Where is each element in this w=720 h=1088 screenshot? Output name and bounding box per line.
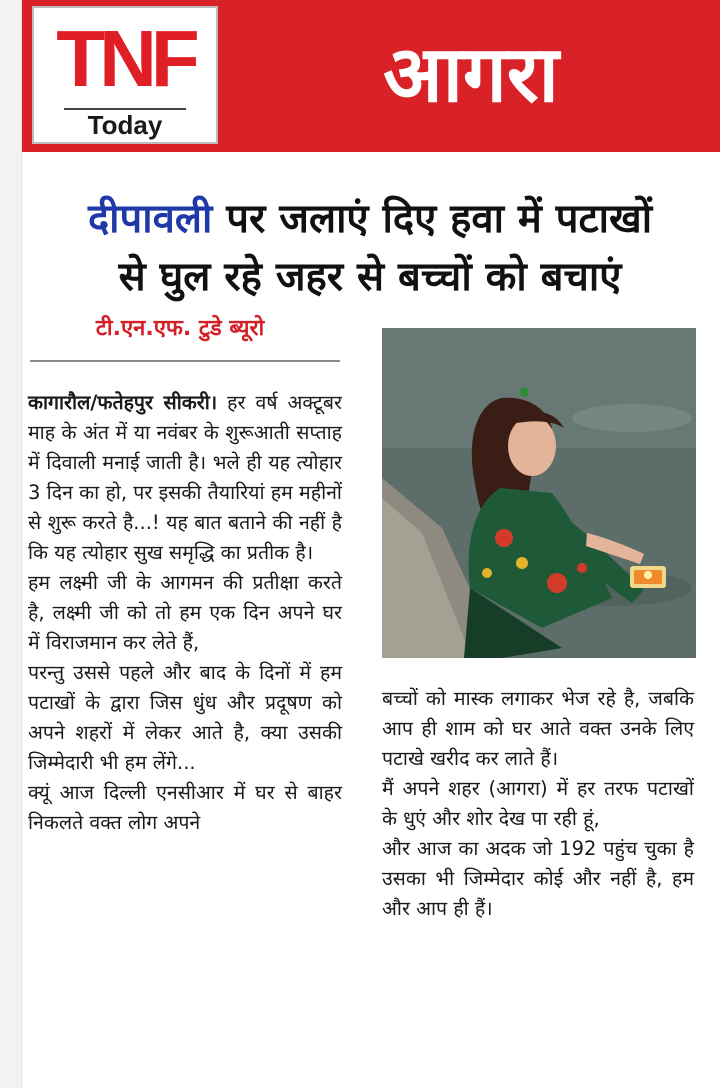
page-edge — [0, 0, 22, 1088]
paragraph-3: परन्तु उससे पहले और बाद के दिनों में हम पटाखों के द्वारा जिस धुंध और प्रदूषण को अपने शहरों में लेकर आते है, क्या उसकी जिम्मेदारी भी हम लेंगे... — [28, 661, 342, 774]
girl-lighting-diya-image — [382, 328, 696, 658]
article-column-left — [28, 388, 342, 838]
article-photo — [382, 328, 696, 658]
tnf-today-logo — [32, 6, 218, 144]
paragraph-6: और आज का अदक जो 192 पहुंच चुका है उसका भी जिम्मेदार कोई और नहीं है, हम और आप ही हैं। — [382, 837, 694, 920]
paragraph-4-continued: बच्चों को मास्क लगाकर भेज रहे है, जबकि आप ही शाम को घर आते वक्त उनके लिए पटाखे खरीद कर लाते हैं। — [382, 687, 694, 770]
logo-text: TNF — [56, 14, 194, 103]
byline-divider — [30, 360, 340, 362]
paragraph-2: हम लक्ष्मी जी के आगमन की प्रतीक्षा करते है, लक्ष्मी जी को तो हम एक दिन अपने घर में विराजमान कर लेते हैं, — [28, 571, 342, 654]
headline-line2: से घुल रहे जहर से बच्चों को बचाएं — [118, 254, 622, 300]
dateline: कागारौल/फतेहपुर सीकरी। — [28, 391, 218, 414]
byline: टी.एन.एफ. टुडे ब्यूरो — [95, 316, 265, 341]
logo-subtext: Today — [64, 108, 186, 140]
masthead — [22, 0, 720, 152]
paragraph-1-text: हर वर्ष अक्टूबर माह के अंत में या नवंबर के शुरूआती सप्ताह में दिवाली मनाई जाती है। भले ही यह त्योहार 3 दिन का हो, पर इसकी तैयारियां हम महीनों से शुरू करते है...! यह बात बताने की नहीं है कि यह त्योहार सुख समृद्धि का प्रतीक है। — [28, 391, 342, 564]
paragraph-1 — [28, 388, 342, 568]
paragraph-5: मैं अपने शहर (आगरा) में हर तरफ पटाखों के धुएं और शोर देख पा रही हूं, — [382, 777, 694, 830]
city-section-title: आगरा — [383, 30, 559, 120]
headline-highlight: दीपावली — [87, 196, 213, 242]
headline-line1: पर जलाएं दिए हवा में पटाखों — [212, 196, 653, 242]
headline — [30, 190, 710, 306]
article-column-right — [382, 684, 694, 924]
paragraph-4-start: क्यूं आज दिल्ली एनसीआर में घर से बाहर निकलते वक्त लोग अपने — [28, 781, 342, 834]
